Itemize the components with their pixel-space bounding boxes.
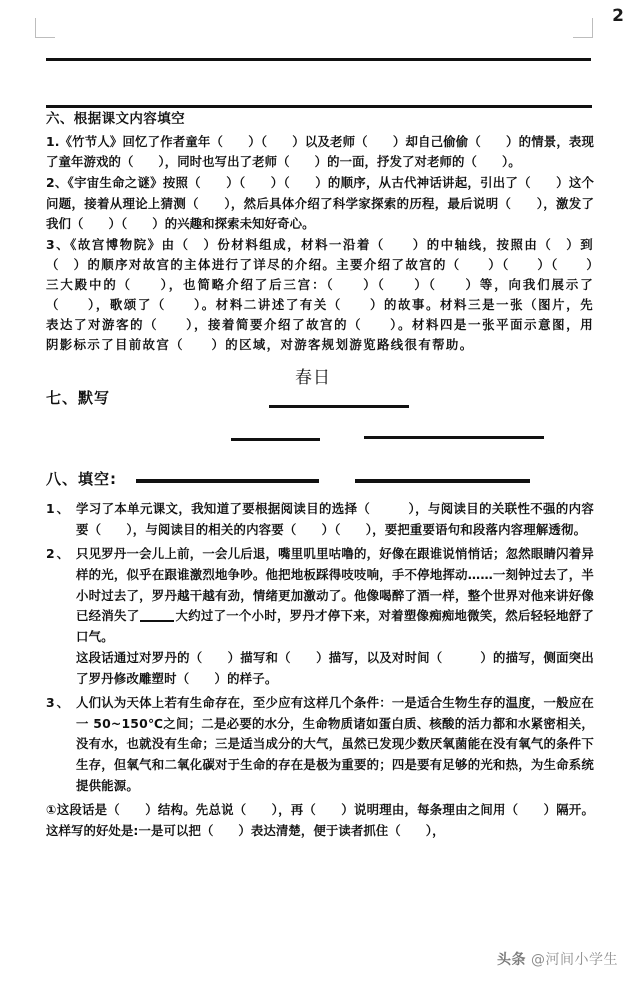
crop-mark-top-right [573, 18, 593, 38]
question-item [46, 693, 594, 797]
answer-line-3[interactable] [364, 436, 544, 439]
page-number: 2 [612, 6, 624, 26]
question-body [76, 693, 594, 797]
section-7 [46, 363, 594, 459]
fill-blank-underline[interactable] [140, 620, 174, 622]
answer-line-2[interactable] [231, 438, 320, 441]
question-line: 人们认为天体上若有生命存在，至少应有这样几个条件：一是适合生物生存的温度，一般应在一 50~150℃之间；二是必要的水分，生命物质诸如蛋白质、核酸的活力都和水紧密相关，没有水，也就没有生命；三是适当成分的大气，虽然已发现少数厌氧菌能在没有氧气的条件下生存，但氧气和二氧化碳对于生命的存在是极为重要的；四是要有足够的光和热，为生命系统提供能源。 [76, 694, 594, 794]
section-8-rule-right [355, 479, 530, 483]
section-8-rule-left [136, 479, 319, 483]
question-analysis-line: 这段话通过对罗丹的（ ）描写和（ ）描写，以及对时间（ ）的描写，侧面突出了罗丹修改雕塑时（ ）的样子。 [76, 650, 594, 686]
section-8-header [46, 465, 594, 495]
section-6-item-1: 1.《竹节人》回忆了作者童年（ ）（ ）以及老师（ ）却自己偷偷（ ）的情景，表现了童年游戏的（ ），同时也写出了老师（ ）的一面，抒发了对老师的（ ）。 [46, 134, 594, 170]
question-line-text: 只见罗丹一会儿上前，一会儿后退，嘴里叽里咕噜的，好像在跟谁说悄悄话；忽然眼睛闪着异样的光，似乎在跟谁激烈地争吵。他把地板踩得吱吱响，手不停地挥动……一刻钟过去了，半小时过去了，罗丹越干越有劲，情绪更加激动了。他像喝醉了酒一样，整个世界对他来讲好像已经消失了 [76, 545, 594, 624]
watermark-handle: @河间小学生 [531, 952, 618, 968]
question-line-text-cont: 大约过了一个小时，罗丹才停下来，对着塑像痴痴地微笑，然后轻轻地舒了口气。 [76, 608, 594, 645]
question-body [76, 499, 594, 541]
crop-mark-top-left [35, 18, 55, 38]
section-6-item-3: 3、《故宫博物院》由（ ）份材料组成，材料一沿着（ ）的中轴线，按照由（ ）到（ ）的顺序对故宫的主体进行了详尽的介绍。主要介绍了故宫的（ ）（ ）（ ）三大殿中的（ ），也简略介绍了后三宫：（ ）（ ）（ ）等，向我们展示了（ ），歌颂了（ ）。材料二讲述了有关（ ）的故事。材料三是一张（图片，先表达了对游客的（ ），接着简要介绍了故宫的（ ）。材料四是一张平面示意图，用阴影标示了目前故宫（ ）的区域，对游客规划游览路线很有帮助。 [46, 236, 594, 353]
question-number: 2、 [46, 545, 72, 561]
question-number: 3、 [46, 694, 72, 710]
answer-line-1[interactable] [269, 405, 409, 408]
question-line [76, 544, 594, 648]
document-content [46, 108, 594, 842]
poem-title: 春日 [295, 368, 331, 389]
top-rule [46, 58, 591, 61]
question-line: 学习了本单元课文，我知道了要根据阅读目的选择（ ），与阅读目的关联性不强的内容要（ ），与阅读目的相关的内容要（ ）（ ），要把重要语句和段落内容理解透彻。 [76, 501, 594, 538]
section-8-label: 八、填空: [46, 470, 117, 489]
question-body [76, 544, 594, 690]
watermark-brand: 头条 [497, 952, 527, 968]
section-6-title: 六、根据课文内容填空 [46, 111, 185, 127]
section-7-label: 七、默写 [46, 389, 111, 408]
question-number: 1、 [46, 501, 72, 517]
question-item [46, 499, 594, 541]
question-sub-item: ①这段话是（ ）结构。先总说（ ），再（ ）说明理由，每条理由之间用（ ）隔开。这样写的好处是:一是可以把（ ）表达清楚，便于读者抓住（ ）， [46, 801, 594, 838]
section-6-item-2: 2、《宇宙生命之谜》按照（ ）（ ）（ ）的顺序，从古代神话讲起，引出了（ ）这个问题，接着从理论上猜测（ ），然后具体介绍了科学家探索的历程，最后说明（ ），激发了我们（ ）（ ）的兴趣和探索未知好奇心。 [46, 175, 594, 231]
watermark [497, 949, 618, 969]
question-item [46, 544, 594, 690]
section-8-question-list [46, 499, 594, 841]
